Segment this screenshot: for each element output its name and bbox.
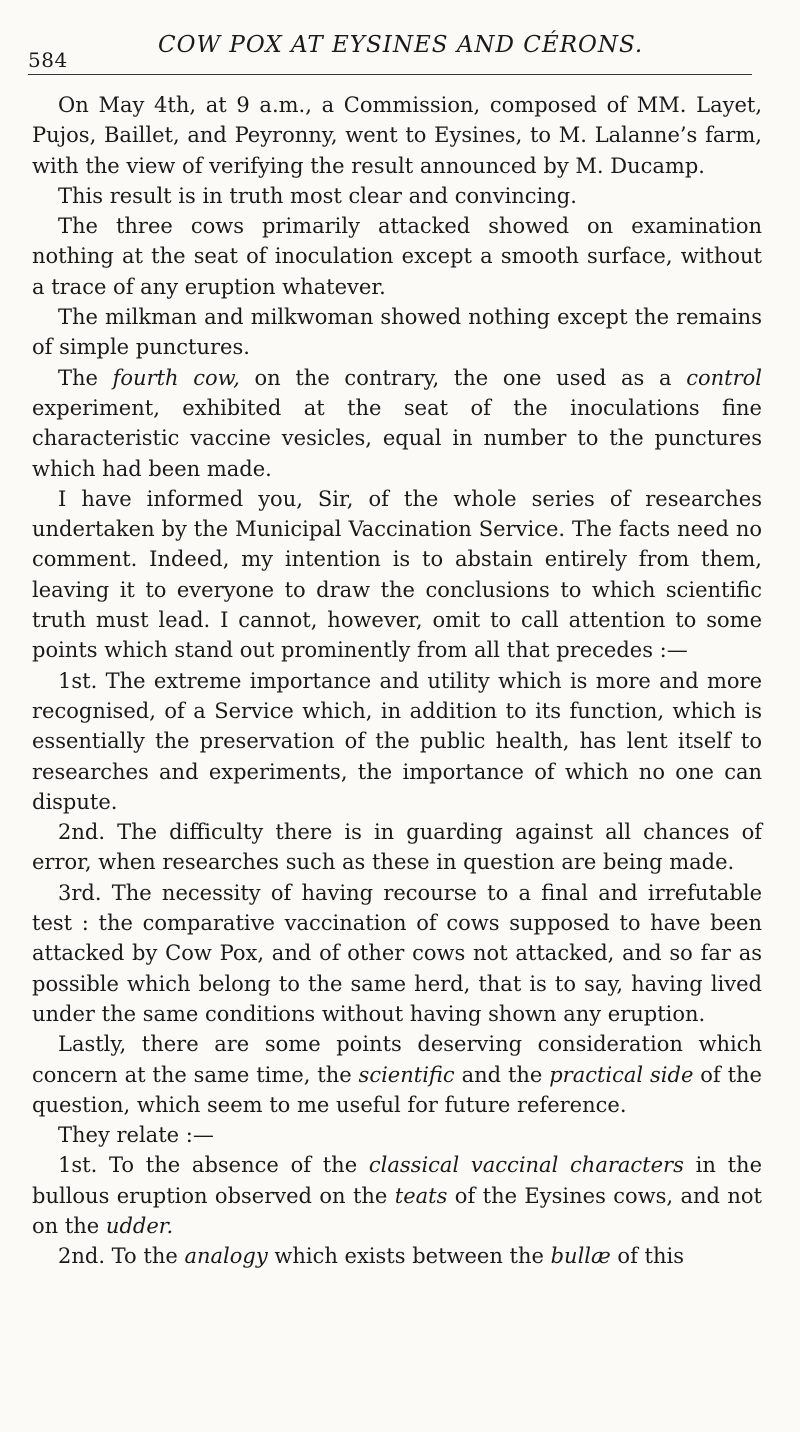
text-run: 3rd. The necessity of having recourse to a final and irrefutable test : the comparative vaccination of cows supposed to have been attacked by Cow Pox, and of other cows not attacked, and so far as possible which belong to the same herd, that is to say, having lived under the same conditions without having shown any eruption. — [32, 880, 762, 1026]
text-run: on the contrary, the one used as a — [239, 365, 687, 390]
text-run: They relate :— — [58, 1123, 214, 1148]
running-title: COW POX AT EYSINES AND CÉRONS. — [158, 32, 644, 58]
paragraph — [32, 90, 762, 181]
text-run: 2nd. To the — [58, 1244, 185, 1269]
paragraph — [32, 363, 762, 484]
text-run: and the — [454, 1062, 550, 1087]
text-run: of the Eysines cows, and not on the — [32, 1183, 762, 1238]
text-run: Lastly, there are some points deserving consideration which concern at the same time, the — [32, 1032, 762, 1087]
paragraph — [32, 211, 762, 302]
paragraph — [32, 817, 762, 878]
paragraph — [32, 181, 762, 211]
body-text — [32, 90, 762, 1272]
text-run: which exists between the — [267, 1244, 551, 1269]
paragraph — [32, 1150, 762, 1241]
italic-text: udder. — [105, 1213, 174, 1238]
italic-text: fourth cow, — [112, 365, 240, 390]
text-run: experiment, exhibited at the seat of the inoculations fine characteristic vaccine vesicles, equal in number to the punctures which had been made. — [32, 395, 762, 481]
page-header — [28, 26, 758, 76]
italic-text: teats — [394, 1183, 448, 1208]
paragraph — [32, 1029, 762, 1120]
text-run: The three cows primarily attacked showed on examination nothing at the seat of inoculation except a smooth surface, without a trace of any eruption whatever. — [32, 214, 762, 299]
text-run: of this — [610, 1244, 684, 1269]
paragraph — [32, 666, 762, 817]
page-number: 584 — [28, 48, 68, 72]
italic-text: scientific — [358, 1062, 455, 1087]
text-run: 1st. The extreme importance and utility which is more and more recognised, of a Service which, in addition to its function, which is essentially the preservation of the public health, has lent itself to researches and experiments, the importance of which no one can dispute. — [32, 668, 762, 814]
text-run: The — [58, 365, 113, 390]
text-run: On May 4th, at 9 a.m., a Commission, composed of MM. Layet, Pujos, Baillet, and Peyronny, went to Eysines, to M. Lalanne’s farm, with the view of verifying the result announced by M. Ducamp. — [32, 93, 762, 178]
text-run: 2nd. The difficulty there is in guarding against all chances of error, when researches such as these in question are being made. — [32, 820, 762, 875]
italic-text: analogy — [184, 1244, 268, 1269]
text-run: The milkman and milkwoman showed nothing except the remains of simple punctures. — [32, 305, 762, 360]
italic-text: control — [686, 365, 762, 390]
text-run: I have informed you, Sir, of the whole series of researches undertaken by the Municipal Vaccination Service. The facts need no comment. Indeed, my intention is to abstain entirely from them, leaving it to everyone to draw the conclusions to which scientific truth must lead. I cannot, however, omit to call attention to some points which stand out prominently from all that precedes :— — [32, 486, 762, 663]
text-run: This result is in truth most clear and convincing. — [58, 183, 577, 208]
text-run: 1st. To the absence of the — [58, 1153, 369, 1178]
italic-text: classical vaccinal characters — [368, 1153, 684, 1178]
paragraph — [32, 302, 762, 363]
text-run: of the question, which seem to me useful for future reference. — [32, 1062, 762, 1117]
italic-text: practical side — [549, 1062, 694, 1087]
paragraph — [32, 1120, 762, 1150]
paragraph — [32, 484, 762, 666]
header-rule — [28, 74, 752, 75]
paragraph — [32, 1241, 762, 1271]
paragraph — [32, 878, 762, 1029]
text-run: in the bullous eruption observed on the — [32, 1153, 763, 1208]
italic-text: bullæ — [550, 1244, 611, 1269]
